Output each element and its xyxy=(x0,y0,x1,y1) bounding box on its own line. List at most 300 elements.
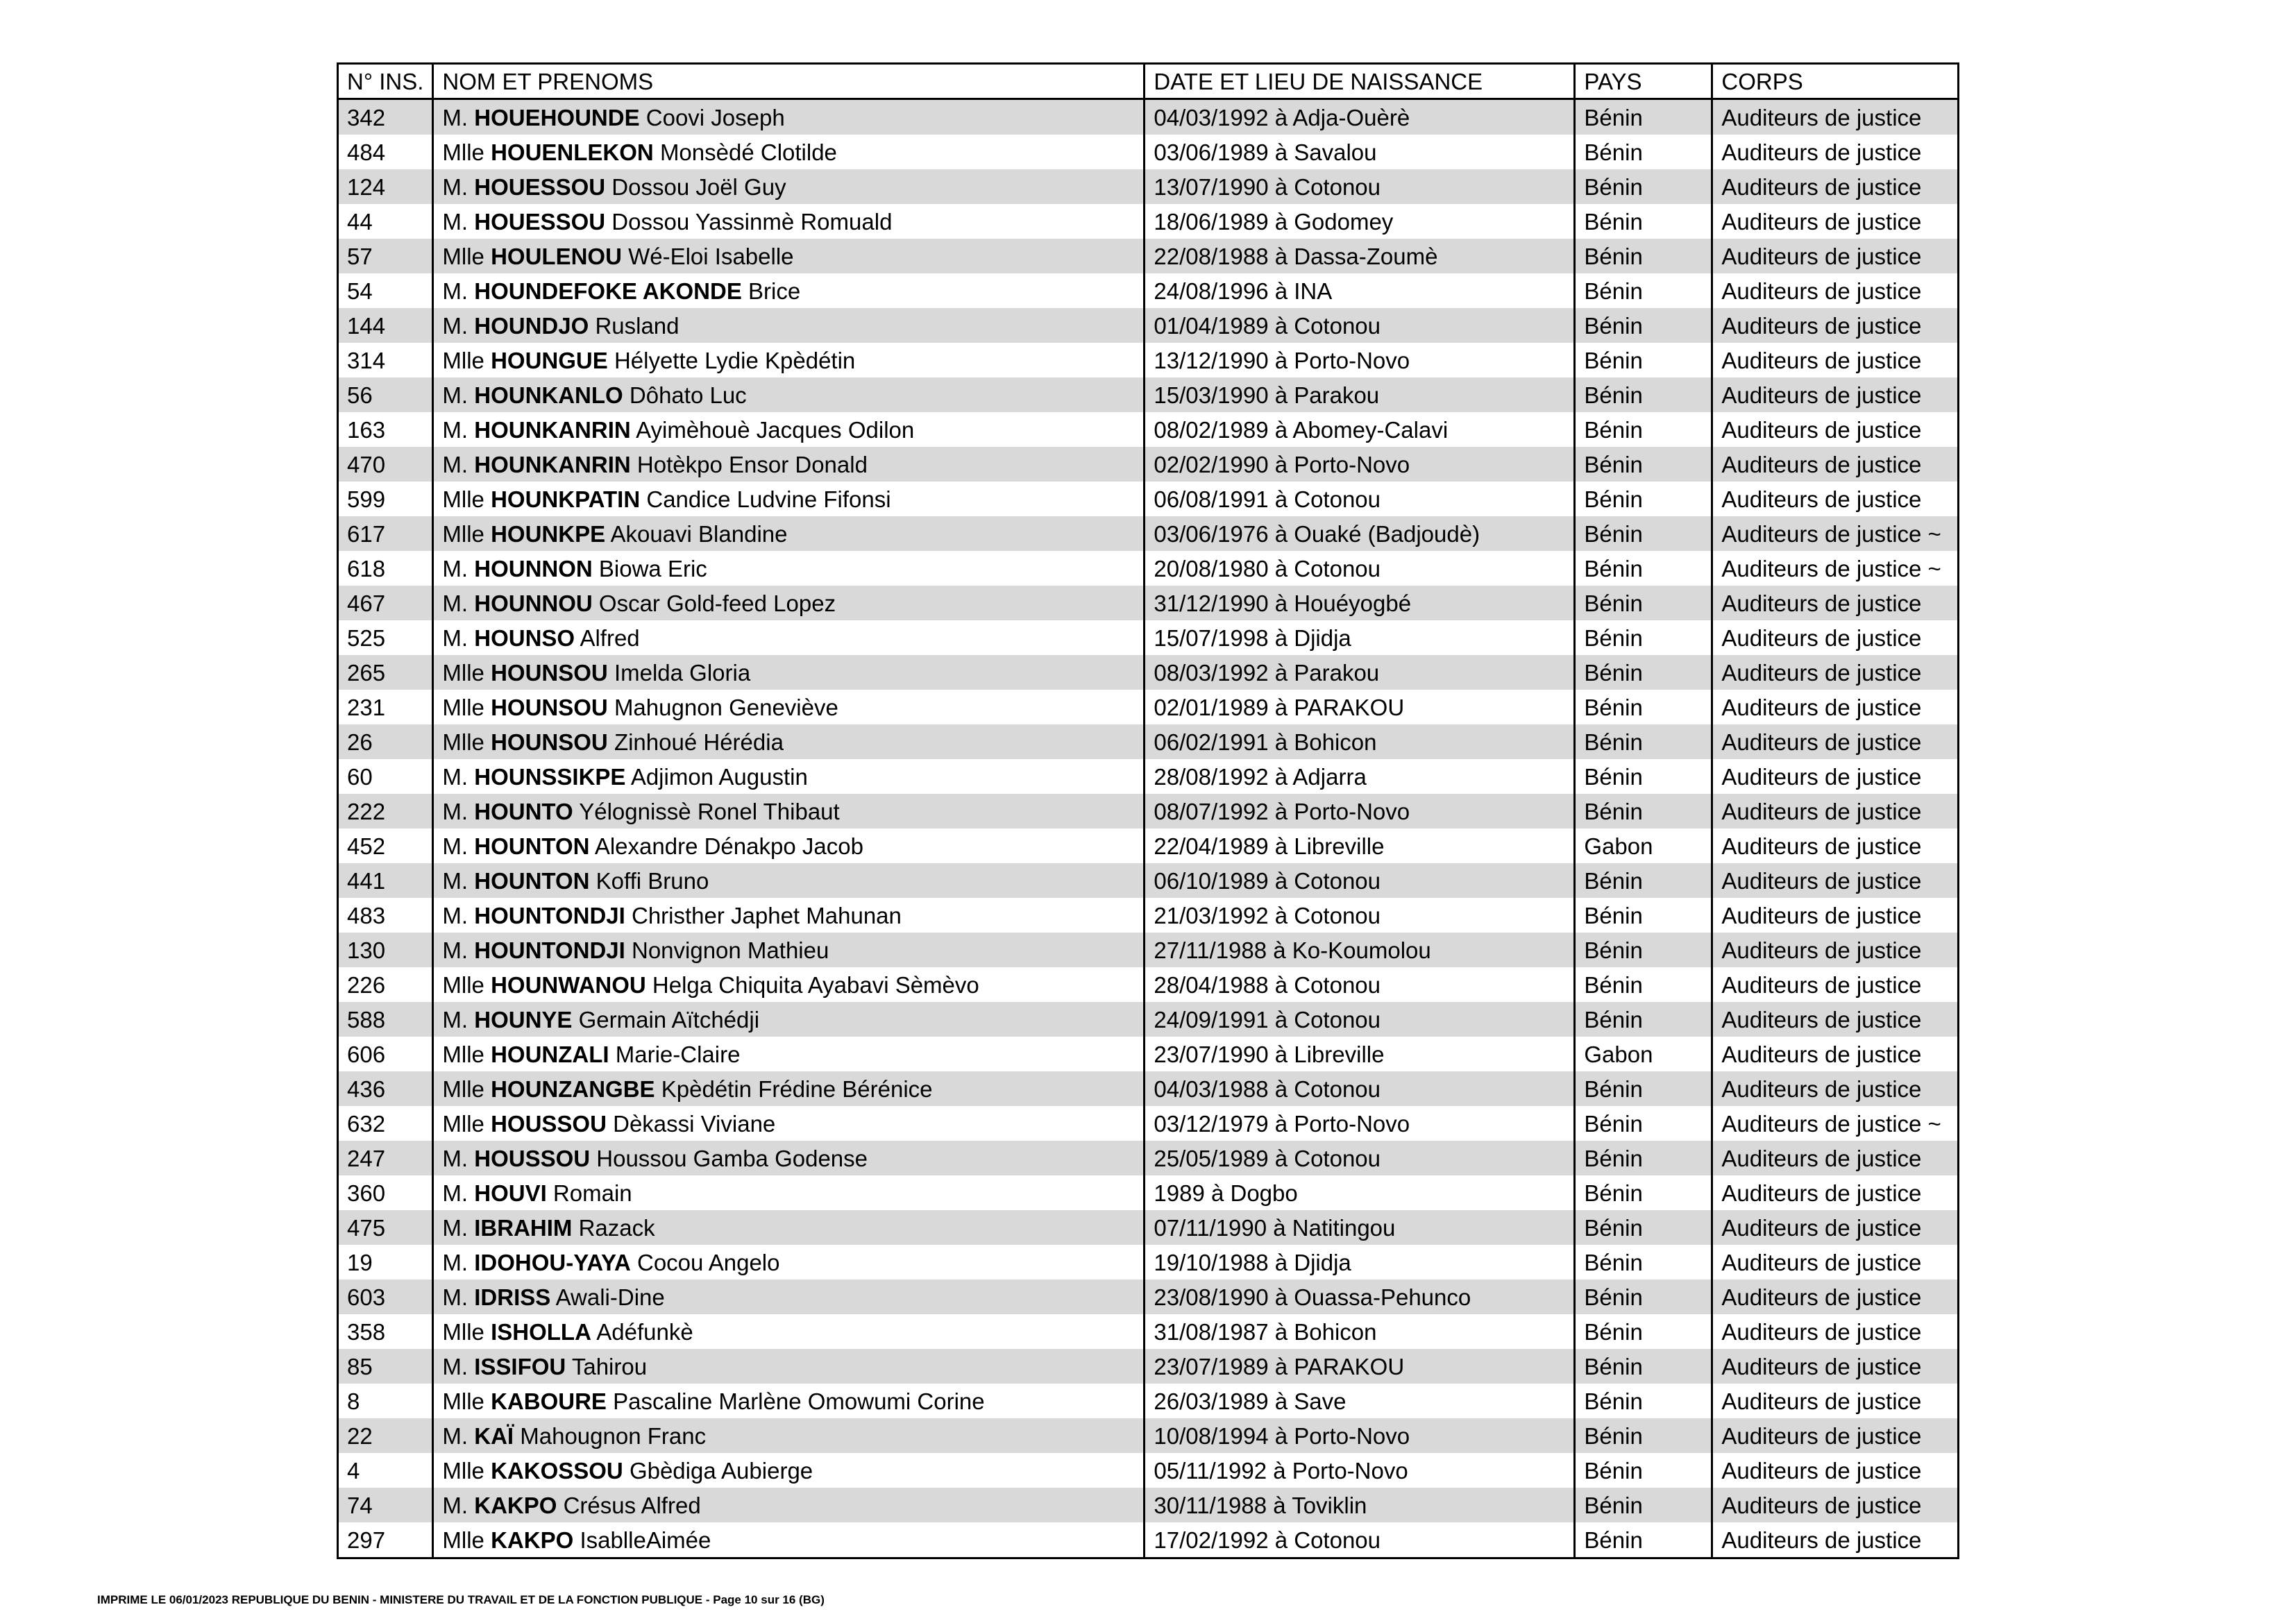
last-name: HOUNTON xyxy=(474,867,590,894)
first-names: Germain Aïtchédji xyxy=(578,1006,760,1033)
cell-ins-number: 617 xyxy=(338,516,433,551)
cell-corps: Auditeurs de justice xyxy=(1712,1453,1959,1488)
last-name: HOUNGUE xyxy=(491,347,608,373)
civility: Mlle xyxy=(442,1457,484,1484)
cell-name xyxy=(433,1037,1145,1071)
cell-country: Bénin xyxy=(1575,1314,1712,1349)
cell-corps: Auditeurs de justice xyxy=(1712,759,1959,794)
header-ins-number: N° INS. xyxy=(338,64,433,99)
cell-ins-number: 452 xyxy=(338,829,433,863)
table-row xyxy=(338,898,1959,933)
cell-country: Bénin xyxy=(1575,655,1712,690)
cell-name xyxy=(433,516,1145,551)
civility: Mlle xyxy=(442,1388,484,1414)
first-names: Ayimèhouè Jacques Odilon xyxy=(636,416,915,443)
cell-ins-number: 606 xyxy=(338,1037,433,1071)
cell-country: Bénin xyxy=(1575,620,1712,655)
cell-country: Bénin xyxy=(1575,273,1712,308)
cell-ins-number: 60 xyxy=(338,759,433,794)
cell-country: Bénin xyxy=(1575,1522,1712,1558)
cell-ins-number: 475 xyxy=(338,1210,433,1245)
table-row xyxy=(338,516,1959,551)
cell-name xyxy=(433,586,1145,620)
cell-birth: 18/06/1989 à Godomey xyxy=(1145,204,1575,239)
cell-corps: Auditeurs de justice xyxy=(1712,1071,1959,1106)
last-name: HOUNYE xyxy=(474,1006,573,1033)
cell-name xyxy=(433,759,1145,794)
cell-corps: Auditeurs de justice xyxy=(1712,343,1959,377)
civility: M. xyxy=(442,798,469,824)
table-row xyxy=(338,863,1959,898)
table-row xyxy=(338,967,1959,1002)
cell-name xyxy=(433,1488,1145,1522)
last-name: HOUNKPE xyxy=(491,520,606,547)
last-name: HOUNTON xyxy=(474,833,590,859)
cell-corps: Auditeurs de justice xyxy=(1712,586,1959,620)
cell-name xyxy=(433,655,1145,690)
cell-birth: 24/08/1996 à INA xyxy=(1145,273,1575,308)
last-name: HOUEHOUNDE xyxy=(474,104,640,130)
cell-corps: Auditeurs de justice xyxy=(1712,1522,1959,1558)
cell-country: Bénin xyxy=(1575,1384,1712,1418)
civility: M. xyxy=(442,833,469,859)
civility: M. xyxy=(442,590,469,616)
table-row xyxy=(338,343,1959,377)
table-row xyxy=(338,1349,1959,1384)
civility: M. xyxy=(442,902,469,928)
cell-corps: Auditeurs de justice xyxy=(1712,308,1959,343)
civility: Mlle xyxy=(442,486,484,512)
civility: M. xyxy=(442,1422,469,1449)
first-names: Cocou Angelo xyxy=(637,1249,780,1275)
civility: M. xyxy=(442,208,469,235)
first-names: Dèkassi Viviane xyxy=(613,1110,776,1137)
first-names: Brice xyxy=(748,278,801,304)
last-name: HOUSSOU xyxy=(474,1145,591,1171)
cell-ins-number: 22 xyxy=(338,1418,433,1453)
first-names: Monsèdé Clotilde xyxy=(659,139,837,165)
cell-country: Bénin xyxy=(1575,1175,1712,1210)
cell-birth: 23/07/1989 à PARAKOU xyxy=(1145,1349,1575,1384)
cell-birth: 04/03/1988 à Cotonou xyxy=(1145,1071,1575,1106)
cell-corps: Auditeurs de justice xyxy=(1712,273,1959,308)
last-name: KAKOSSOU xyxy=(491,1457,623,1484)
cell-birth: 07/11/1990 à Natitingou xyxy=(1145,1210,1575,1245)
first-names: IsablleAimée xyxy=(580,1527,711,1553)
cell-birth: 08/03/1992 à Parakou xyxy=(1145,655,1575,690)
table-row xyxy=(338,933,1959,967)
cell-ins-number: 54 xyxy=(338,273,433,308)
cell-country: Bénin xyxy=(1575,447,1712,482)
cell-corps: Auditeurs de justice xyxy=(1712,898,1959,933)
cell-ins-number: 226 xyxy=(338,967,433,1002)
first-names: Biowa Eric xyxy=(598,555,707,581)
cell-birth: 04/03/1992 à Adja-Ouèrè xyxy=(1145,99,1575,135)
cell-birth: 10/08/1994 à Porto-Novo xyxy=(1145,1418,1575,1453)
last-name: ISHOLLA xyxy=(491,1318,591,1345)
cell-name xyxy=(433,829,1145,863)
cell-name xyxy=(433,794,1145,829)
cell-country: Bénin xyxy=(1575,759,1712,794)
last-name: HOUNWANOU xyxy=(491,971,646,998)
cell-corps: Auditeurs de justice xyxy=(1712,967,1959,1002)
cell-country: Bénin xyxy=(1575,1071,1712,1106)
cell-country: Bénin xyxy=(1575,690,1712,724)
last-name: HOUNKANLO xyxy=(474,382,623,408)
cell-corps: Auditeurs de justice xyxy=(1712,724,1959,759)
first-names: Gbèdiga Aubierge xyxy=(629,1457,813,1484)
cell-birth: 19/10/1988 à Djidja xyxy=(1145,1245,1575,1280)
first-names: Rusland xyxy=(595,312,679,339)
cell-name xyxy=(433,308,1145,343)
cell-birth: 13/12/1990 à Porto-Novo xyxy=(1145,343,1575,377)
cell-birth: 06/10/1989 à Cotonou xyxy=(1145,863,1575,898)
table-row xyxy=(338,1280,1959,1314)
cell-country: Bénin xyxy=(1575,724,1712,759)
cell-birth: 27/11/1988 à Ko-Koumolou xyxy=(1145,933,1575,967)
first-names: Mahugnon Geneviève xyxy=(614,694,838,720)
cell-birth: 20/08/1980 à Cotonou xyxy=(1145,551,1575,586)
table-row xyxy=(338,829,1959,863)
first-names: Nonvignon Mathieu xyxy=(631,937,829,963)
cell-corps: Auditeurs de justice xyxy=(1712,1175,1959,1210)
cell-corps: Auditeurs de justice xyxy=(1712,1141,1959,1175)
cell-corps: Auditeurs de justice xyxy=(1712,1384,1959,1418)
cell-country: Bénin xyxy=(1575,1349,1712,1384)
cell-corps: Auditeurs de justice xyxy=(1712,1245,1959,1280)
cell-birth: 15/03/1990 à Parakou xyxy=(1145,377,1575,412)
cell-birth: 23/08/1990 à Ouassa-Pehunco xyxy=(1145,1280,1575,1314)
first-names: Dôhato Luc xyxy=(629,382,747,408)
last-name: KAÏ xyxy=(474,1422,514,1449)
first-names: Akouavi Blandine xyxy=(610,520,788,547)
cell-birth: 31/12/1990 à Houéyogbé xyxy=(1145,586,1575,620)
last-name: HOUVI xyxy=(474,1180,547,1206)
table-row xyxy=(338,1488,1959,1522)
civility: Mlle xyxy=(442,1110,484,1137)
civility: M. xyxy=(442,1284,469,1310)
last-name: HOUNKANRIN xyxy=(474,416,631,443)
cell-birth: 30/11/1988 à Toviklin xyxy=(1145,1488,1575,1522)
first-names: Dossou Joël Guy xyxy=(611,173,786,200)
first-names: Christher Japhet Mahunan xyxy=(631,902,902,928)
civility: M. xyxy=(442,104,469,130)
cell-country: Bénin xyxy=(1575,204,1712,239)
civility: M. xyxy=(442,173,469,200)
cell-name xyxy=(433,135,1145,169)
cell-name xyxy=(433,482,1145,516)
cell-name xyxy=(433,1071,1145,1106)
last-name: KABOURE xyxy=(491,1388,607,1414)
civility: Mlle xyxy=(442,1076,484,1102)
cell-ins-number: 4 xyxy=(338,1453,433,1488)
cell-ins-number: 588 xyxy=(338,1002,433,1037)
cell-name xyxy=(433,377,1145,412)
table-row xyxy=(338,482,1959,516)
cell-name xyxy=(433,99,1145,135)
civility: M. xyxy=(442,1492,469,1518)
cell-birth: 13/07/1990 à Cotonou xyxy=(1145,169,1575,204)
last-name: IDOHOU-YAYA xyxy=(474,1249,631,1275)
civility: M. xyxy=(442,1214,469,1241)
table-row xyxy=(338,1453,1959,1488)
cell-ins-number: 632 xyxy=(338,1106,433,1141)
cell-name xyxy=(433,239,1145,273)
table-row xyxy=(338,1037,1959,1071)
last-name: HOUNTONDJI xyxy=(474,902,625,928)
civility: Mlle xyxy=(442,139,484,165)
cell-corps: Auditeurs de justice xyxy=(1712,1037,1959,1071)
table-row xyxy=(338,204,1959,239)
cell-birth: 25/05/1989 à Cotonou xyxy=(1145,1141,1575,1175)
cell-birth: 22/04/1989 à Libreville xyxy=(1145,829,1575,863)
cell-corps: Auditeurs de justice ~ xyxy=(1712,551,1959,586)
cell-country: Bénin xyxy=(1575,967,1712,1002)
cell-birth: 28/08/1992 à Adjarra xyxy=(1145,759,1575,794)
cell-country: Bénin xyxy=(1575,1280,1712,1314)
table-row xyxy=(338,1314,1959,1349)
table-row xyxy=(338,239,1959,273)
first-names: Kpèdétin Frédine Bérénice xyxy=(661,1076,933,1102)
last-name: HOUNZANGBE xyxy=(491,1076,655,1102)
civility: M. xyxy=(442,763,469,790)
cell-corps: Auditeurs de justice xyxy=(1712,99,1959,135)
cell-name xyxy=(433,169,1145,204)
table-row xyxy=(338,99,1959,135)
cell-ins-number: 297 xyxy=(338,1522,433,1558)
cell-country: Bénin xyxy=(1575,169,1712,204)
civility: M. xyxy=(442,555,469,581)
cell-country: Bénin xyxy=(1575,898,1712,933)
first-names: Hélyette Lydie Kpèdétin xyxy=(614,347,856,373)
cell-corps: Auditeurs de justice ~ xyxy=(1712,516,1959,551)
last-name: IDRISS xyxy=(474,1284,551,1310)
cell-birth: 31/08/1987 à Bohicon xyxy=(1145,1314,1575,1349)
last-name: HOUNZALI xyxy=(491,1041,609,1067)
last-name: HOUNTO xyxy=(474,798,573,824)
cell-name xyxy=(433,967,1145,1002)
first-names: Adéfunkè xyxy=(596,1318,693,1345)
cell-name xyxy=(433,1349,1145,1384)
cell-corps: Auditeurs de justice xyxy=(1712,482,1959,516)
last-name: HOUNNOU xyxy=(474,590,593,616)
cell-name xyxy=(433,1141,1145,1175)
cell-country: Bénin xyxy=(1575,377,1712,412)
cell-birth: 1989 à Dogbo xyxy=(1145,1175,1575,1210)
table-row xyxy=(338,1071,1959,1106)
last-name: HOUESSOU xyxy=(474,208,606,235)
cell-name xyxy=(433,863,1145,898)
table-row xyxy=(338,1002,1959,1037)
cell-ins-number: 484 xyxy=(338,135,433,169)
table-row xyxy=(338,551,1959,586)
cell-ins-number: 265 xyxy=(338,655,433,690)
first-names: Alexandre Dénakpo Jacob xyxy=(594,833,863,859)
first-names: Coovi Joseph xyxy=(645,104,785,130)
last-name: HOUNSOU xyxy=(491,694,608,720)
cell-birth: 05/11/1992 à Porto-Novo xyxy=(1145,1453,1575,1488)
last-name: HOUNTONDJI xyxy=(474,937,625,963)
table-row xyxy=(338,655,1959,690)
cell-corps: Auditeurs de justice xyxy=(1712,1002,1959,1037)
table-row xyxy=(338,169,1959,204)
civility: Mlle xyxy=(442,1527,484,1553)
last-name: KAKPO xyxy=(491,1527,574,1553)
cell-name xyxy=(433,724,1145,759)
last-name: HOUNSO xyxy=(474,624,575,651)
cell-birth: 02/02/1990 à Porto-Novo xyxy=(1145,447,1575,482)
cell-corps: Auditeurs de justice xyxy=(1712,239,1959,273)
table-row xyxy=(338,1522,1959,1558)
cell-name xyxy=(433,1314,1145,1349)
first-names: Koffi Bruno xyxy=(596,867,709,894)
cell-ins-number: 144 xyxy=(338,308,433,343)
cell-birth: 03/06/1989 à Savalou xyxy=(1145,135,1575,169)
cell-corps: Auditeurs de justice xyxy=(1712,794,1959,829)
cell-name xyxy=(433,1418,1145,1453)
last-name: HOUNDJO xyxy=(474,312,589,339)
cell-ins-number: 483 xyxy=(338,898,433,933)
cell-ins-number: 44 xyxy=(338,204,433,239)
first-names: Zinhoué Hérédia xyxy=(614,729,784,755)
first-names: Candice Ludvine Fifonsi xyxy=(646,486,891,512)
table-row xyxy=(338,1384,1959,1418)
last-name: HOUNSOU xyxy=(491,659,608,686)
page-footer: IMPRIME LE 06/01/2023 REPUBLIQUE DU BENIN - MINISTERE DU TRAVAIL ET DE LA FONCTION PUBLIQUE - Page 10 sur 16 (BG) xyxy=(97,1593,825,1606)
civility: M. xyxy=(442,1180,469,1206)
cell-birth: 21/03/1992 à Cotonou xyxy=(1145,898,1575,933)
table-row xyxy=(338,1245,1959,1280)
cell-birth: 28/04/1988 à Cotonou xyxy=(1145,967,1575,1002)
cell-ins-number: 358 xyxy=(338,1314,433,1349)
cell-country: Bénin xyxy=(1575,1106,1712,1141)
cell-country: Bénin xyxy=(1575,412,1712,447)
first-names: Crésus Alfred xyxy=(563,1492,701,1518)
cell-corps: Auditeurs de justice xyxy=(1712,829,1959,863)
cell-name xyxy=(433,1002,1145,1037)
cell-name xyxy=(433,551,1145,586)
cell-country: Bénin xyxy=(1575,239,1712,273)
table-row xyxy=(338,690,1959,724)
table-row xyxy=(338,724,1959,759)
cell-birth: 03/06/1976 à Ouaké (Badjoudè) xyxy=(1145,516,1575,551)
first-names: Helga Chiquita Ayabavi Sèmèvo xyxy=(652,971,979,998)
civility: M. xyxy=(442,382,469,408)
cell-ins-number: 436 xyxy=(338,1071,433,1106)
table-row xyxy=(338,447,1959,482)
last-name: KAKPO xyxy=(474,1492,557,1518)
cell-birth: 17/02/1992 à Cotonou xyxy=(1145,1522,1575,1558)
cell-corps: Auditeurs de justice xyxy=(1712,1349,1959,1384)
cell-ins-number: 8 xyxy=(338,1384,433,1418)
cell-ins-number: 342 xyxy=(338,99,433,135)
last-name: HOUENLEKON xyxy=(491,139,654,165)
cell-birth: 08/02/1989 à Abomey-Calavi xyxy=(1145,412,1575,447)
cell-corps: Auditeurs de justice xyxy=(1712,377,1959,412)
cell-name xyxy=(433,447,1145,482)
cell-name xyxy=(433,412,1145,447)
last-name: HOUNKANRIN xyxy=(474,451,631,477)
table-row xyxy=(338,1210,1959,1245)
cell-corps: Auditeurs de justice xyxy=(1712,135,1959,169)
cell-birth: 02/01/1989 à PARAKOU xyxy=(1145,690,1575,724)
table-row xyxy=(338,586,1959,620)
cell-country: Bénin xyxy=(1575,794,1712,829)
cell-country: Bénin xyxy=(1575,482,1712,516)
last-name: IBRAHIM xyxy=(474,1214,573,1241)
civility: M. xyxy=(442,867,469,894)
civility: Mlle xyxy=(442,243,484,269)
cell-name xyxy=(433,1245,1145,1280)
first-names: Imelda Gloria xyxy=(614,659,751,686)
cell-country: Bénin xyxy=(1575,516,1712,551)
first-names: Mahougnon Franc xyxy=(520,1422,707,1449)
cell-corps: Auditeurs de justice ~ xyxy=(1712,1106,1959,1141)
cell-ins-number: 130 xyxy=(338,933,433,967)
cell-country: Bénin xyxy=(1575,1002,1712,1037)
cell-ins-number: 57 xyxy=(338,239,433,273)
cell-name xyxy=(433,273,1145,308)
last-name: HOUNNON xyxy=(474,555,593,581)
last-name: HOUNKPATIN xyxy=(491,486,641,512)
civility: M. xyxy=(442,624,469,651)
cell-birth: 06/02/1991 à Bohicon xyxy=(1145,724,1575,759)
cell-ins-number: 599 xyxy=(338,482,433,516)
civility: Mlle xyxy=(442,1041,484,1067)
civility: M. xyxy=(442,1249,469,1275)
first-names: Tahirou xyxy=(571,1353,648,1379)
cell-birth: 22/08/1988 à Dassa-Zoumè xyxy=(1145,239,1575,273)
cell-country: Bénin xyxy=(1575,1453,1712,1488)
cell-birth: 26/03/1989 à Save xyxy=(1145,1384,1575,1418)
cell-country: Bénin xyxy=(1575,1418,1712,1453)
cell-corps: Auditeurs de justice xyxy=(1712,690,1959,724)
cell-corps: Auditeurs de justice xyxy=(1712,933,1959,967)
civility: M. xyxy=(442,312,469,339)
cell-ins-number: 19 xyxy=(338,1245,433,1280)
header-birth: DATE ET LIEU DE NAISSANCE xyxy=(1145,64,1575,99)
civility: M. xyxy=(442,1145,469,1171)
cell-country: Bénin xyxy=(1575,343,1712,377)
table-row xyxy=(338,377,1959,412)
cell-birth: 06/08/1991 à Cotonou xyxy=(1145,482,1575,516)
first-names: Houssou Gamba Godense xyxy=(596,1145,868,1171)
cell-corps: Auditeurs de justice xyxy=(1712,412,1959,447)
cell-ins-number: 467 xyxy=(338,586,433,620)
civility: Mlle xyxy=(442,729,484,755)
cell-country: Bénin xyxy=(1575,933,1712,967)
cell-ins-number: 618 xyxy=(338,551,433,586)
cell-ins-number: 85 xyxy=(338,1349,433,1384)
cell-ins-number: 314 xyxy=(338,343,433,377)
cell-name xyxy=(433,1384,1145,1418)
first-names: Adjimon Augustin xyxy=(630,763,808,790)
cell-corps: Auditeurs de justice xyxy=(1712,204,1959,239)
last-name: HOUSSOU xyxy=(491,1110,607,1137)
first-names: Awali-Dine xyxy=(555,1284,665,1310)
table-row xyxy=(338,308,1959,343)
table-row xyxy=(338,273,1959,308)
first-names: Razack xyxy=(578,1214,655,1241)
civility: Mlle xyxy=(442,520,484,547)
cell-name xyxy=(433,1453,1145,1488)
last-name: HOUNSSIKPE xyxy=(474,763,626,790)
cell-ins-number: 163 xyxy=(338,412,433,447)
last-name: HOUESSOU xyxy=(474,173,606,200)
cell-corps: Auditeurs de justice xyxy=(1712,1488,1959,1522)
first-names: Marie-Claire xyxy=(615,1041,741,1067)
cell-country: Bénin xyxy=(1575,308,1712,343)
